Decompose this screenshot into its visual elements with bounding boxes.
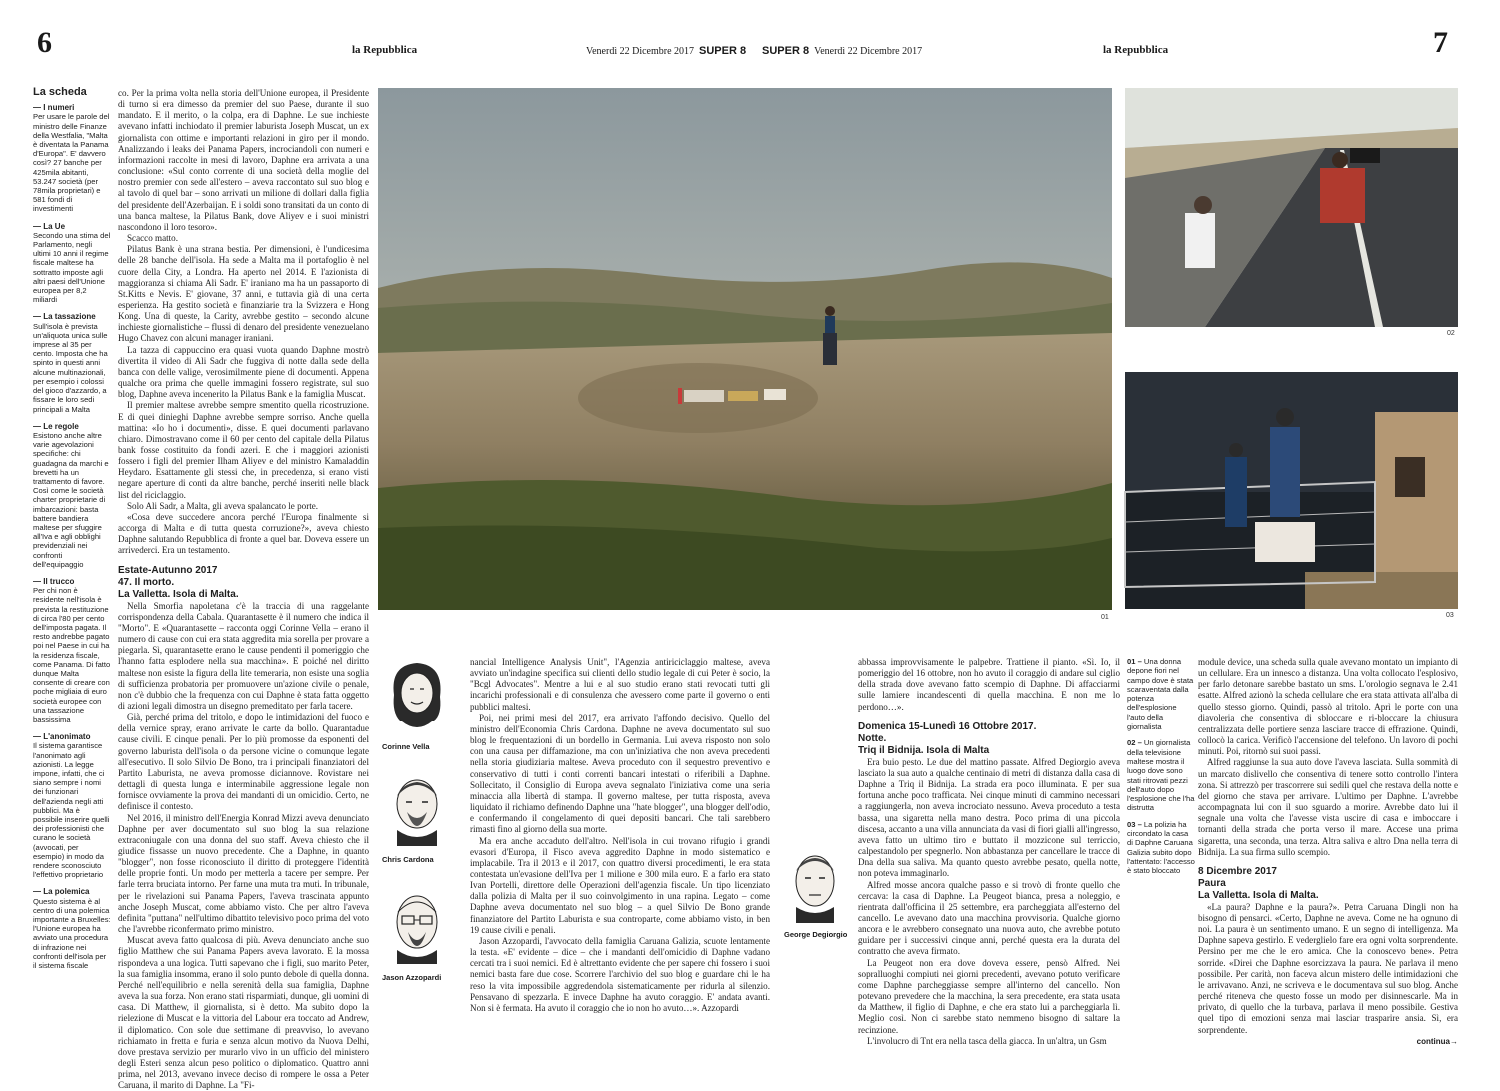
section-heading: 47. Il morto. (118, 576, 175, 588)
page-number-left: 6 (37, 26, 52, 59)
photo-caption (1127, 657, 1195, 731)
caption-dash: – (1135, 657, 1144, 666)
caption-text: Un giornalista della televisione maltese mostra il luogo dove sono stati ritrovati pezzi dell'auto dopo l'esplosione che l'ha distrutta (1127, 738, 1195, 813)
paragraph: Già, perché prima del tritolo, e dopo le intimidazioni del fuoco e della vernice spray, erano arrivate le carte da bollo. Quarantadue cause civili. E cinque penali. Per lo più promosse da esponenti del governo laburista dell'isola o da persone vicine o comunque legate all'esecutivo. Il solo Silvio De Bono, tra i principali finanziatori del Partito Laburista, ne aveva promosse diciannove. Rovistare nei dettagli di questa lunga e interminabile aggressione legale non fornisce ovviamente la prova dei mandanti di un omicidio. Certo, ne definisce il contesto. (118, 712, 369, 812)
paragraph: Alfred mosse ancora qualche passo e si trovò di fronte quello che cercava: la casa di Daphne. La Peugeot bianca, presa a noleggio, e rientrata dall'officina il 25 settembre, era parcheggiata all'esterno del cancello. Le avevano dato una macchina provvisoria. Qualche giorno ancora e le avrebbero consegnato una nuova auto, che avrebbe potuto guidare per i successivi cinque anni, perché questa era la durata del contratto che aveva firmato. (858, 879, 1120, 957)
date-right: Venerdì 22 Dicembre 2017 (814, 46, 923, 57)
paragraph: Nel 2016, il ministro dell'Energia Konrad Mizzi aveva denunciato Daphne per aver documentato sul suo blog la sua relazione extraconiugale con una donna del suo staff. Aveva chiesto che il giudice fissasse un nuovo precedente. Che a Daphne, in quanto "blogger", non fosse riconosciuto il diritto di proteggere l'identità delle proprie fonti. Un modo per metterla a tacere per sempre. Per farle terra bruciata intorno. Per farne una muta tra muti. In tribunale, per le rivelazioni sui Panama Papers, l'aveva trascinata appunto anche Joseph Muscat, come abbiamo visto. Che per altro l'aveva definita "puttana" nell'ultimo dibattito televisivo poco prima del voto che l'avrebbe riconfermato primo ministro. (118, 812, 370, 935)
paragraph: «La paura? Daphne e la paura?». Petra Caruana Dingli non ha bisogno di pensarci. «Certo, Daphne ne aveva. Come ne ha ognuno di noi. La paura è un sentimento umano. E un segno di intelligenza. Ma Daphne sapeva gestirlo. E vederglielo fare era ogni volta sorprendente. Persino per me che le ero amica. Che la conoscevo bene». Petra sorride. «Direi che Daphne esorcizzava la paura. Ne parlava il meno possibile. Per carità, non faceva alcun mistero delle intimidazioni che le arrivavano. Anzi, ne scriveva e le documentava sul suo blog. Anche perché riteneva che questo fosse un modo per disinnescarle. Ma in privato, di quello che la turbava, parlava il meno possibile. Gestiva quel tipo di emozioni senza mai lasciar trasparire ansia. Sì, era sorprendente. (1198, 901, 1458, 1035)
sidebar-section-title: L'anonimato (43, 732, 91, 742)
sidebar-section-head (33, 312, 111, 321)
sidebar-section-title: Le regole (43, 421, 79, 431)
paragraph: La Peugeot non era dove doveva essere, pensò Alfred. Nei sopralluoghi compiuti nei giorni precedenti, avevano potuto verificare come Daphne parcheggiasse sempre all'interno del cancello. Non potevano prevedere che la macchina, la sera precedente, era stata usata da Matthew, il figlio di Daphne, e che era stato lui a parcheggiarla lì. Meglio così. Non ci sarebbe stato nemmeno bisogno di saltare la recinzione. (858, 957, 1120, 1035)
portrait-sketch-jason (382, 884, 452, 964)
sidebar-section-title: Il trucco (43, 576, 75, 586)
paragraph: Alfred raggiunse la sua auto dove l'aveva lasciata. Sulla sommità di un marcato dislivello che consentiva di tenere sotto controllo l'intera zona. Si attrezzò per trascorrere sui sedili quel che restava della notte e del giorno che stava per arrivare. L'ultimo per Daphne. L'avrebbe accompagnata lui con il suo sguardo a morire. Avrebbe dato lui il segnale una volta che l'avesse vista uscire di casa e imboccare i tornanti della strada che porta verso il mare. Accese una prima sigaretta, una seconda, una terza. Altra saliva e altro Dna nella terra di Bidnija. La sua firma sullo scempio. (1198, 757, 1458, 857)
sidebar-section-head (33, 103, 111, 112)
paragraph: module device, una scheda sulla quale avevano montato un impianto di un cellulare. Era un innesco a distanza. Una volta collocato l'esplosivo, per farlo detonare sarebbe bastato un sms. L'orologio segnava le 2.41 esatte. Alfred azionò la scheda cellulare che era stata attivata all'alba di quello stesso giorno. Quindi, passò al tritolo. Aprì le porte con una diavoleria che consentiva di sbloccare e ri-bloccare la chiusura centralizzata delle portiere senza lasciare tracce di effrazione. Quindi, collocò la carica. Verificò l'accensione del telefono. Un lavoro di pochi minuti. Poi, ritornò sui suoi passi. (1198, 657, 1458, 757)
sidebar-section-text: Questo sistema è al centro di una polemica importante a Bruxelles: l'Unione europea ha avviato una procedura di infrazione nei confronti dell'isola per il sistema fiscale (33, 896, 111, 971)
paragraph: Solo Ali Sadr, a Malta, gli aveva spalancato le porte. (127, 500, 319, 511)
photo-label-03: 03 (1446, 612, 1454, 619)
portrait-sketch-chris (382, 768, 452, 846)
sidebar-dash: — (33, 103, 44, 113)
sidebar-section (33, 222, 111, 305)
sidebar-dash: — (33, 421, 44, 431)
portrait-chris-cardona (382, 768, 462, 864)
caption-number: 01 (1127, 657, 1136, 666)
sidebar-section-text: Il sistema garantisce l'anonimato agli azionisti. La legge impone, infatti, che ci siano sempre i nomi dei funzionari dell'azienda negli atti pubblici. Ma è possibile inserire quelli dei professionisti che curano le società (avvocati, per esempio) in modo da rendere sconosciuto l'effettivo proprietario (33, 741, 110, 880)
sidebar-dash: — (33, 732, 44, 742)
portrait-jason-azzopardi (382, 884, 462, 982)
portrait-george-degiorgio (784, 845, 854, 939)
portrait-name-corinne: Corinne Vella (382, 742, 430, 751)
sidebar-section-text: Per chi non è residente nell'isola è prevista la restituzione di circa l'80 per cento dell'imposta pagata. Il resto andrebbe pagato poi nel Paese in cui ha la residenza fiscale, come Panama. Di fatto dunque Malta consente di creare con poche migliaia di euro società europee con una tassazione bassissima (33, 586, 111, 724)
photo-road-reporters (1125, 88, 1458, 327)
paragraph: Nella Smorfia napoletana c'è la traccia di una raggelante corrispondenza della Cabala. Quarantasette è il numero che indica il "Morto". E «Quarantasette – racconta oggi Corinne Vella – erano il numero di cause con cui era stata aggredita mia sorella per provare a piegarla. Sì, quarantasette erano le cause pendenti il pomeriggio che l'hanno fatta esplodere nella sua macchina». E poiché nel diritto maltese non esiste la figura della lite temeraria, non esiste una soglia di sufficienza probatoria per promuovere un'azione civile o penale, non c'è dubbio che la frequenza con cui Daphne è stata fatta oggetto di azioni legali dimostra un disegno premeditato per farla tacere. (118, 600, 369, 711)
sidebar-dash: — (33, 576, 44, 586)
section-dateline: Domenica 15-Lunedì 16 Ottobre 2017. (858, 720, 1037, 732)
photo-caption (1127, 820, 1195, 876)
paragraph: L'involucro di Tnt era nella tasca della giacca. In un'altra, un Gsm (867, 1035, 1107, 1046)
sidebar-section (33, 732, 111, 879)
sidebar-section (33, 422, 111, 569)
photo-label-02: 02 (1447, 330, 1455, 337)
sidebar-section-title: I numeri (43, 103, 75, 113)
caption-text: La polizia ha circondato la casa di Daphne Caruana Galizia subito dopo l'attentato: l'accesso è stato bloccato (1127, 819, 1195, 876)
section-subheading: La Valletta. Isola di Malta. (118, 588, 239, 600)
continua-arrow-icon: → (1450, 1036, 1458, 1046)
section-dateline: Estate-Autunno 2017 (118, 564, 218, 576)
continua-label: continua→ (1416, 1036, 1458, 1046)
caption-number: 02 (1127, 738, 1136, 748)
paragraph: Ma era anche accaduto dell'altro. Nell'isola in cui trovano rifugio i grandi evasori d'Europa, il Fisco aveva aggredito Daphne in modo sistematico e implacabile. Tra il 2013 e il 2017, con quattro diversi procedimenti, le era stata contestata un'evasione dell'Iva per 1 milione e 300 mila euro. E a farlo era stato Ivan Portelli, direttore delle Operazioni dell'agenzia fiscale. Un tipo licenziato dalla polizia di Malta per il suo coinvolgimento in una rapina. Legato – come Daphne aveva documentato nel suo blog – a quel Silvio De Bono grande finanziatore del Partito Laburista e sua controparte, come abbiamo visto, in ben 19 cause civili e penali. (470, 835, 770, 935)
masthead-right: la Repubblica (1103, 44, 1169, 56)
sidebar-section-head (33, 732, 111, 741)
photo-caption (1127, 738, 1195, 812)
masthead-left: la Repubblica (352, 44, 418, 56)
sidebar-la-scheda (33, 88, 111, 978)
paragraph: Pilatus Bank è una strana bestia. Per dimensioni, è l'undicesima delle 28 banche dell'isola. Ha sede a Malta ma il portafoglio è nel cuore della City, a Londra. Ha aperto nel 2014. E l'azionista di maggioranza si chiama Ali Sadr. E' iraniano ma ha un passaporto di St.Kitts e Nevis. E' giovane, 37 anni, e tuttavia già di una certa esperienza. Ha gestito società e finanziarie tra la Svizzera e Hong Kong. Una di queste, la Carity, avrebbe gestito – secondo alcune inchieste giornalistiche – flussi di denaro del presidente venezuelano Hugo Chavez con alcuni manager iraniani. (118, 244, 369, 344)
paragraph: nancial Intelligence Analysis Unit", l'Agenzia antiriciclaggio maltese, aveva avviato un'indagine specifica sui clienti dello studio legale di cui Peter è socio, la "Bcgl Advocates". Mentre a lui e al suo studio erano stati revocati tutti gli incarichi professionali e di consulenza che avessero come parte il governo o enti pubblici maltesi. (470, 657, 770, 712)
sidebar-section-title: La tassazione (43, 312, 96, 322)
paragraph: Il premier maltese avrebbe sempre smentito quella ricostruzione. E di quei dinieghi Daphne avrebbe sempre sorriso. Anche quella mattina: «Io ho i documenti», disse. E quei documenti parlavano chiaro. Dimostravano come il 60 per cento del capitale della Pilatus bank fosse costituito da fondi azeri. E che i maggiori azionisti fossero i figli del premier Ilham Aliyev e del ministro Kamaladdin Heydaro. Esattamente gli stessi che, in precedenza, si erano visti negare aperture di conti da altre banche, perché inseriti nelle black list del riciclaggio. (118, 400, 369, 500)
section-dateline: 8 Dicembre 2017 (1198, 865, 1277, 877)
caption-dash: – (1135, 738, 1144, 748)
page-number-right: 7 (1433, 26, 1448, 59)
photo-captions (1127, 657, 1195, 883)
photo-police-gate (1125, 372, 1458, 609)
photo-memorial-field (378, 88, 1112, 610)
article-column-5 (1198, 657, 1458, 1046)
section-subheading: Triq il Bidnija. Isola di Malta (858, 744, 990, 756)
section-heading: Paura (1198, 877, 1226, 889)
paragraph: Jason Azzopardi, l'avvocato della famiglia Caruana Galizia, scuote lentamente la testa. «E' evidente – dice – che i mandanti dell'omicidio di Daphne vadano cercati tra i suoi nemici. Ed è altrettanto evidente che per sapere chi fossero i suoi nemici basta fare due cose. Scorrere l'archivio del suo blog e guardare chi le ha reso la vita impossibile aggredendola sistematicamente per ridurla al silenzio. Pensavano di spezzarla. E invece Daphne ha avuto coraggio. E' andata avanti. Non si è fermata. Ha avuto il coraggio che io non ho avuto…». Azzopardi (470, 935, 770, 1013)
portrait-sketch-corinne (382, 655, 452, 733)
paragraph: La tazza di cappuccino era quasi vuota quando Daphne mostrò divertita il video di Ali Sadr che fuggiva di notte dalla sede della banca con delle valige, verosimilmente piene di documenti. Appena qualche ora prima che quelle immagini fossero registrate, sul suo blog, Daphne aveva incenerito la Pilatus Bank e la famiglia Muscat. (118, 344, 369, 400)
photo-label-01: 01 (1101, 614, 1109, 621)
sidebar-section-title: La Ue (43, 221, 66, 231)
date-left: Venerdì 22 Dicembre 2017 (586, 46, 695, 57)
paragraph: Muscat aveva fatto qualcosa di più. Aveva denunciato anche suo figlio Matthew che sui Panama Papers aveva lavorato. E la mossa rispondeva a una logica. Tutti sapevano che i figli, suo marito Peter, la sua famiglia insomma, erano il solo punto debole di quella donna. Perché nell'equilibrio e nella serenità della sua famiglia, Daphne aveva la sua forza. Non erano stati risparmiati, dunque, gli uomini di casa. Di Matthew, il giornalista, si è detto. Ma subito dopo la rielezione di Muscat e la vittoria del Labour era toccato ad Andrew, il diplomatico. Con sole due settimane di preavviso, lo avevano richiamato in fretta e furia e senza alcun motivo da Nuova Delhi, dove prestava servizio per murarlo vivo in un ufficio del ministero degli Esteri senza alcun peso politico o diplomatico. Quattro anni prima, nel 2013, avevano invece deciso di rompere le ossa a Peter Caruana, il marito di Daphne. La "Fi- (118, 935, 369, 1091)
sidebar-section-head (33, 577, 111, 586)
section-right: SUPER 8 (762, 45, 810, 57)
sidebar-section (33, 577, 111, 724)
paragraph: Era buio pesto. Le due del mattino passate. Alfred Degiorgio aveva lasciato la sua auto a qualche centinaio di metri di distanza dalla casa di Daphne a Triq il Bidnija. La strada era poco illuminata. E per sua fortuna anche poco trafficata. Nei cinque minuti di cammino necessari a raggiungerla, non aveva incrociato nessuno. Aveva proceduto a testa bassa, una sigaretta nella mano destra. Poco prima di una piccola discesa, accanto a una villa annunciata da vasi di fiori gialli all'ingresso, aveva fatto un ultimo tiro e buttato il mozzicone sul terriccio, calpestandolo per spegnerlo. Non abbastanza per cancellare le tracce di Dna della sua saliva. Ma quanto questo avrebbe pesato, quella notte, non poteva immaginarlo. (858, 756, 1120, 879)
sidebar-section-title: La polemica (43, 887, 90, 897)
sidebar-dash: — (33, 312, 44, 322)
sidebar-section-text: Secondo una stima del Parlamento, negli ultimi 10 anni il regime fiscale maltese ha sottratto imposte agli altri paesi dell'Unione europea per 8,2 miliardi (33, 230, 111, 305)
sidebar-dash: — (33, 887, 44, 897)
paragraph: «Cosa deve succedere ancora perché l'Europa finalmente si accorga di Malta e di tutta questa corruzione?», aveva chiesto Daphne salutando Repubblica di fronte a quel bar. Doveva essere un arrivederci. Era un testamento. (118, 511, 369, 556)
article-column-3 (858, 657, 1120, 1046)
paragraph: abbassa improvvisamente le palpebre. Trattiene il pianto. «Sì. Io, il pomeriggio del 16 ottobre, non ho avuto il coraggio di andare sul ciglio della strada dove avevano fatto scempio di Daphne. Di affacciarmi sulle lamiere incandescenti di quella macchina. E non me lo perdono…». (858, 657, 1120, 712)
article-column-1 (118, 88, 370, 1091)
section-left: SUPER 8 (699, 45, 747, 57)
portrait-name-george: George Degiorgio (784, 930, 848, 939)
paragraph: Poi, nei primi mesi del 2017, era arrivato l'affondo decisivo. Quello del ministro dell'Economia Chris Cardona. Daphne ne aveva documentato sul suo blog le frequentazioni di un bordello in Germania. Lui aveva risposto non solo con una causa per diffamazione, ma con un'iniziativa che non aveva precedenti nella storia giudiziaria maltese. Aveva proceduto con il sequestro preventivo e conservativo di tutti i conti correnti bancari intestati o riferibili a Daphne. Sollecitato, il Consiglio di Europa aveva segnalato l'iniziativa come una seria minaccia alla libertà di stampa. Il governo maltese, per tutta risposta, aveva liquidato il richiamo definendo Daphne una "hate blogger", una blogger dell'odio, e confermando il congelamento di quei depositi bancari. Che tali sarebbero rimasti fino al giorno della sua morte. (470, 712, 770, 835)
paragraph: Scacco matto. (127, 233, 179, 244)
sidebar-section-text: Esistono anche altre varie agevolazioni specifiche: chi guadagna da marchi e brevetti ha un trattamento di favore. Così come le società charter proprietarie di imbarcazioni: basta battere bandiera maltese per sfuggire all'Iva e agli obblighi previdenziali nei confronti dell'equipaggio (33, 430, 109, 569)
paragraph: co. Per la prima volta nella storia dell'Unione europea, il Presidente di turno si era dimesso da premier del suo Paese, durante il suo mandato. E il merito, o la colpa, era di Daphne. Le sue inchieste avevano infatti inchiodato il premier laburista Joseph Muscat, un ex giornalista con ottime e importanti relazioni in giro per il mondo. Analizzando i leaks dei Panama Papers, incrociandoli con numeri e informazioni raccolte in mesi di lavoro, Daphne era arrivata a una conclusione: «Sul conto corrente di una società della moglie del nostro premier con sede all'estero – aveva raccontato sul suo blog e al tavolo di quel bar – sono arrivati un milione di dollari dalla figlia del presidente dell'Azerbaijan. E i soldi sono transitati da un conto di una banca maltese, la Pilatus Bank, dove Aliyev e i suoi ministri nascondono il loro tesoro». (118, 88, 369, 232)
header-date-right (762, 45, 922, 57)
sidebar-section-head (33, 222, 111, 231)
header-date-left (586, 45, 746, 57)
article-column-2 (470, 657, 770, 1023)
caption-dash: – (1135, 819, 1144, 829)
sidebar-section-head (33, 887, 111, 896)
section-subheading: La Valletta. Isola di Malta. (1198, 889, 1319, 901)
sidebar-section-text: Sull'isola è prevista un'aliquota unica sulle imprese al 35 per cento. Imposta che ha spinto in questi anni alcune multinazionali, per esempio i colossi del gioco d'azzardo, a fissare le loro sedi principali a Malta (33, 321, 108, 414)
sidebar-section-head (33, 422, 111, 431)
portrait-sketch-george (784, 845, 846, 923)
portrait-corinne-vella (382, 655, 462, 751)
caption-number: 03 (1127, 819, 1136, 829)
sidebar-section (33, 887, 111, 970)
sidebar-section (33, 312, 111, 413)
sidebar-section (33, 103, 111, 213)
sidebar-dash: — (33, 221, 44, 231)
caption-text: Una donna depone fiori nel campo dove è stata scaraventata dalla potenza dell'esplosione l'auto della giornalista (1127, 657, 1194, 732)
sidebar-title: La scheda (33, 86, 87, 98)
portrait-name-chris: Chris Cardona (382, 855, 434, 864)
sidebar-section-text: Per usare le parole del ministro delle Finanze della Westfalia, "Malta è diventata la Panama d'Europa". E' davvero così? 27 banche per 425mila abitanti, 53.247 società (per 78mila proprietari) e 581 fondi di investimenti (33, 112, 110, 214)
portrait-name-jason: Jason Azzopardi (382, 973, 442, 982)
section-heading: Notte. (858, 732, 887, 744)
